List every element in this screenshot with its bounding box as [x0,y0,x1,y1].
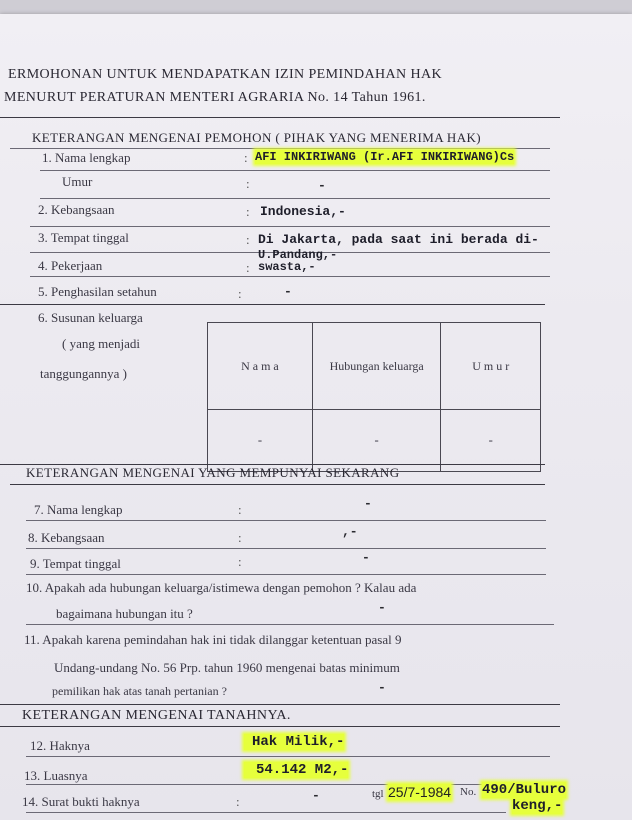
value-nama-lengkap-2: - [364,496,372,511]
label-nama-lengkap: 1. Nama lengkap [42,150,131,165]
cell-umur: - [441,410,541,472]
value-pekerjaan-city: U.Pandang,- [258,248,338,262]
rule [26,548,546,549]
value-kebangsaan-2: ,- [342,524,358,539]
proof-date-prefix: tgl [372,788,384,800]
rule [30,276,550,277]
question-11-line1: 11. Apakah karena pemindahan hak ini tidak dilanggar ketentuan pasal 9 [24,632,402,647]
question-11-line3: pemilikan hak atas tanah pertanian ? [52,684,227,698]
value-haknya: Hak Milik,- [244,734,344,750]
proof-no-cont: keng,- [512,798,563,814]
rule [0,726,560,727]
section-pemilik-title: KETERANGAN MENGENAI YANG MEMPUNYAI SEKARANG [26,465,400,480]
colon: : [238,530,242,545]
colon: : [246,204,250,219]
section-pemohon-title: KETERANGAN MENGENAI PEMOHON ( PIHAK YANG MENERIMA HAK) [32,130,482,145]
value-luasnya: 54.142 M2,- [244,762,348,778]
rule [26,574,546,575]
cell-nama: - [208,410,313,472]
question-10-line1: 10. Apakah ada hubungan keluarga/istimewa dengan pemohon ? Kalau ada [26,580,417,595]
colon: : [238,554,242,569]
value-tempat-tinggal-2: - [362,550,370,565]
label-penghasilan: 5. Penghasilan setahun [38,284,157,299]
label-surat-bukti: 14. Surat bukti haknya [22,794,140,809]
rule [0,704,560,705]
colon: : [246,232,250,247]
section-tanah-title: KETERANGAN MENGENAI TANAHNYA. [22,708,291,723]
colon: : [244,150,248,165]
answer-11: - [378,680,386,695]
col-nama: N a m a [208,323,313,410]
family-table [207,322,541,472]
label-yang-menjadi: ( yang menjadi [62,336,140,351]
value-surat-bukti: - [312,788,320,803]
value-nama-lengkap: AFI INKIRIWANG (Ir.AFI INKIRIWANG)Cs [255,150,515,164]
cell-hubungan: - [312,410,441,472]
rule [26,520,546,521]
rule [10,484,545,485]
value-kebangsaan: Indonesia,- [260,204,346,219]
rule [40,170,550,171]
value-pekerjaan: swasta,- [258,260,316,274]
label-susunan-keluarga: 6. Susunan keluarga [38,310,143,325]
label-umur: Umur [62,174,93,189]
colon: : [238,286,242,301]
document-page [0,14,632,820]
label-haknya: 12. Haknya [30,738,90,753]
rule [26,756,550,757]
label-pekerjaan: 4. Pekerjaan [38,258,103,273]
question-11-line2: Undang-undang No. 56 Prp. tahun 1960 mengenai batas minimum [54,660,400,675]
question-10-line2: bagaimana hubungan itu ? [56,606,193,621]
label-nama-lengkap-2: 7. Nama lengkap [34,502,123,517]
proof-no-prefix: No. [460,786,477,798]
value-tempat-tinggal: Di Jakarta, pada saat ini berada di- [258,232,539,247]
table-row [208,410,541,472]
col-hubungan: Hubungan keluarga [312,323,441,410]
value-umur: - [318,178,326,193]
label-tempat-tinggal-2: 9. Tempat tinggal [30,556,121,571]
col-umur: U m u r [441,323,541,410]
rule [40,198,550,199]
colon: : [238,502,242,517]
doc-title-line2: MENURUT PERATURAN MENTERI AGRARIA No. 14 Tahun 1961. [4,90,426,105]
label-kebangsaan-2: 8. Kebangsaan [28,530,105,545]
rule [30,226,550,227]
colon: : [246,260,250,275]
proof-date: 25/7-1984 [388,784,452,800]
rule [10,148,550,149]
proof-no: 490/Buluro [482,782,567,798]
rule [26,812,506,813]
rule [26,624,554,625]
doc-title-line1: ERMOHONAN UNTUK MENDAPATKAN IZIN PEMINDAHAN HAK [8,67,442,82]
rule [26,784,550,785]
label-kebangsaan: 2. Kebangsaan [38,202,115,217]
header-rule [0,117,560,118]
value-penghasilan: - [284,284,292,299]
label-tanggungannya: tanggungannya ) [40,366,128,381]
colon: : [236,794,240,809]
label-luasnya: 13. Luasnya [24,768,88,783]
answer-10: - [378,600,386,615]
colon: : [246,176,250,191]
rule [0,304,545,305]
label-tempat-tinggal: 3. Tempat tinggal [38,230,129,245]
